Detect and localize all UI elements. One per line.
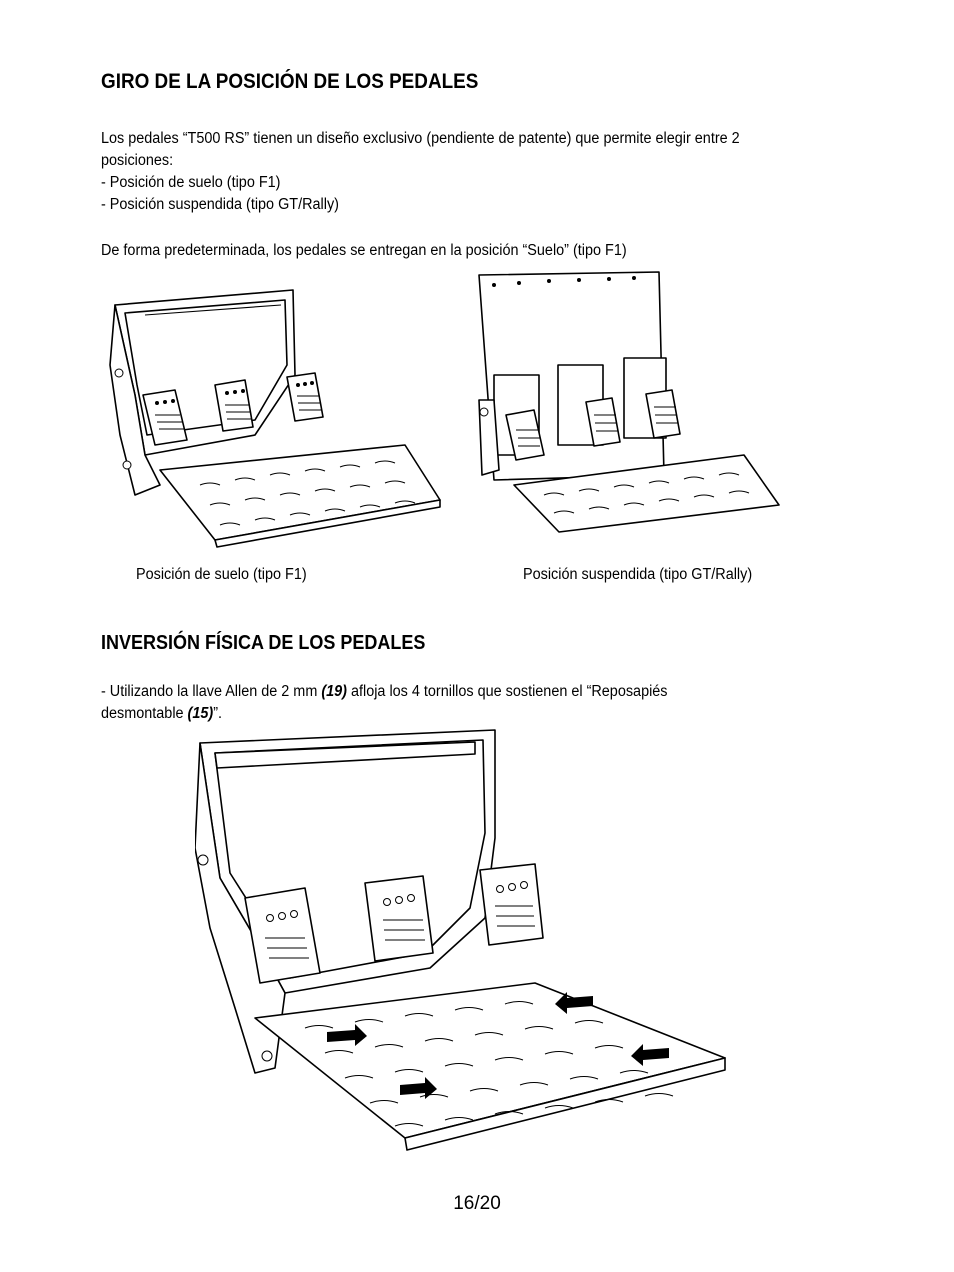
default-note-text: De forma predeterminada, los pedales se entregan en la posición “Suelo” (tipo F1) <box>101 242 627 259</box>
step-text-line2: desmontable <box>101 705 188 722</box>
allen-key-reference: (19) <box>321 683 347 700</box>
inversion-step <box>101 681 808 725</box>
section-title-pedal-inversion: INVERSIÓN FÍSICA DE LOS PEDALES <box>101 632 426 654</box>
intro-line-1: Los pedales “T500 RS” tienen un diseño exclusivo (pendiente de patente) que permite elegir entre 2 <box>101 130 740 147</box>
step-text-suffix: ”. <box>213 705 223 722</box>
inversion-step-line-2 <box>101 703 808 725</box>
step-text-middle: afloja los 4 tornillos que sostienen el “Reposapiés <box>346 683 668 700</box>
default-note <box>101 240 808 262</box>
pedals-screw-removal-illustration <box>195 728 730 1153</box>
pedals-suspended-position-illustration <box>474 270 784 540</box>
caption-floor-position: Posición de suelo (tipo F1) <box>136 566 307 583</box>
pedals-floor-position-illustration <box>105 285 445 555</box>
step-text: - Utilizando la llave Allen de 2 mm <box>101 683 322 700</box>
footrest-reference: (15) <box>187 705 214 722</box>
section-title-pedal-position: GIRO DE LA POSICIÓN DE LOS PEDALES <box>101 70 479 93</box>
option-suspended: - Posición suspendida (tipo GT/Rally) <box>101 196 339 213</box>
intro-line-2: posiciones: <box>101 152 174 169</box>
intro-paragraph <box>101 128 808 216</box>
option-floor: - Posición de suelo (tipo F1) <box>101 174 281 191</box>
page-number: 16/20 <box>453 1193 501 1214</box>
inversion-step-line-1 <box>101 681 808 703</box>
caption-suspended-position: Posición suspendida (tipo GT/Rally) <box>523 566 753 583</box>
